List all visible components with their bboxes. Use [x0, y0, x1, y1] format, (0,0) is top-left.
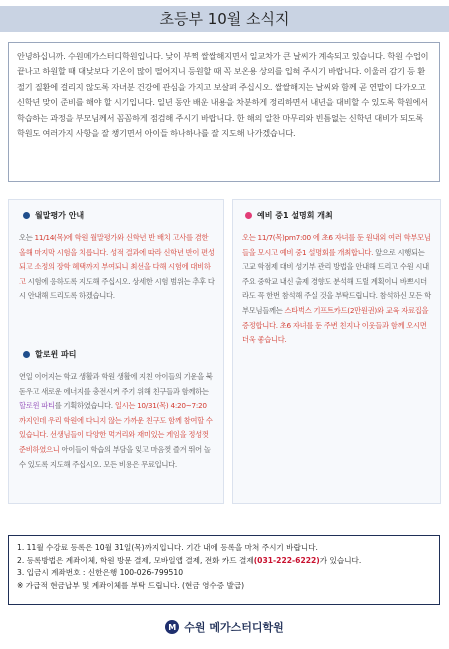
notice-phone: (031-222-6222) [253, 555, 320, 565]
halloween-text: 연일 이어지는 학교 생활과 학원 생활에 지친 아이들의 기운을 북돋우고 새로운 에너지를 충전시켜 주기 위해 친구들과 함께하는 [19, 372, 213, 396]
monthly-test-text: 시험에 응하도록 지도해 주십시오. 상세한 시험 범위는 추후 다시 안내해 드리도록 하겠습니다. [19, 276, 215, 301]
halloween-text: 를 기획하였습니다. [54, 401, 115, 411]
seminar-text: 앞으로 시행되는 고교 학점제 대비 성기부 관리 방법을 안내해 드리고 수원 시내 주요 중학교 내신 출제 경향도 분석해 드릴 계획이니 바쁘시더라도 꼭 한번 참석해 주실 것을 부탁드립니다. 참석하신 모든 학부모님들께는 [242, 247, 431, 315]
seminar-highlight: 초6 자녀를 둔 주변 친지나 이웃들과 함께 오시면 더욱 좋습니다. [242, 320, 427, 345]
intro-text: 안녕하십니까. 수원메가스터디학원입니다. 낮이 부쩍 쌀쌀해지면서 일교차가 큰 날씨가 계속되고 있습니다. 학원 수업이 끝나고 하원할 때 대낮보다 기온이 많이 떨어지니 등원할 때 꼭 보온용 상의를 입혀 주시기 바랍니다. 이울러 감기 등 환절기 질환에 걸리지 않도록 자녀분 건강에 관심을 가지고 보살펴 주십시오. 쌀쌀해지는 날씨와 함께 곧 연말이 다가오고 신학년 맞이 준비를 해야 할 시기입니다. 일년 동안 배운 내용을 차분하게 정리하면서 내년을 대비할 수 있도록 학원에서 학습하는 과정을 부모님께서 꼼꼼하게 점검해 주시기 바랍니다. 한 해의 알찬 마무리와 빈틈없는 신학년 대비가 되도록 학원도 여러가지 사항을 잘 챙기면서 아이들 하나하나를 잘 지도해 나가겠습니다. [17, 51, 429, 139]
seminar-gift: 스타벅스 기프트카드(2만원권)와 교육 자료집을 증정합니다. [242, 305, 429, 330]
left-panel [8, 199, 224, 504]
seminar-title: 예비 중1 설명회 개최 [257, 211, 333, 220]
intro-box [8, 42, 440, 182]
monthly-test-heading [23, 210, 84, 221]
bullet-icon [23, 212, 30, 219]
footer [0, 616, 449, 638]
seminar-heading [245, 210, 333, 221]
bullet-icon [23, 351, 30, 358]
notice-line-3: 3. 입금시 계좌번호 : 신한은행 100-026-799510 [17, 568, 184, 578]
bullet-icon [245, 212, 252, 219]
monthly-test-title: 월말평가 안내 [35, 211, 85, 220]
notice-line-4: ※ 가급적 현금납부 및 계좌이체를 부탁 드립니다. (현금 영수증 발급) [17, 580, 245, 590]
halloween-heading [23, 349, 76, 360]
halloween-text: 아이들이 학습의 부담을 잊고 마음껏 즐겨 뛰어 놀 수 있도록 지도해 주십시오. 모든 비용은 무료입니다. [19, 444, 211, 469]
seminar-body [242, 231, 433, 348]
halloween-party-name: 할로윈 파티 [19, 401, 55, 411]
newsletter-title: 초등부 10월 소식지 [0, 6, 449, 32]
halloween-highlight: 일시는 10/31(목) 4:20~7:20 까지인데 우리 학원에 다니지 않는 가까운 친구도 함께 참여할 수 있습니다. 선생님들이 다양한 먹거리와 재미있는 게임을 정성껏 준비하였으니 [19, 401, 213, 454]
right-panel [232, 199, 441, 504]
monthly-test-text: 오는 [19, 233, 35, 242]
monthly-test-highlight: 11/14(목)에 학원 월말평가와 신학년 반 배치 고사를 겸한 올해 마지막 시험을 치릅니다. 성적 결과에 따라 신학년 반이 편성되고 소정의 장학 혜택까지 부여되니 최선을 다해 시험에 대비하고 [19, 233, 215, 286]
monthly-test-body [19, 231, 215, 304]
halloween-body [19, 370, 215, 472]
halloween-title: 할로윈 파티 [35, 350, 77, 359]
notice-line-1: 1. 11월 수강료 등록은 10월 31일(목)까지입니다. 기간 내에 등록을 마쳐 주시기 바랍니다. [17, 543, 318, 552]
notice-box [8, 535, 440, 605]
notice-line-2 [17, 555, 431, 568]
academy-name: 수원 메가스터디학원 [184, 621, 284, 634]
academy-logo-icon: M [165, 620, 179, 634]
notice-payment-methods: 2. 등록방법은 계좌이체, 학원 방문 결제, 모바일앱 결제, 전화 카드 결제 [17, 555, 254, 565]
notice-line-2-end: 가 있습니다. [319, 555, 362, 565]
seminar-highlight: 오는 11/7(목)pm7:00 에 초6 자녀를 둔 원내외 여러 학부모님들을 모시고 예비 중1 설명회를 개최합니다. [242, 233, 431, 257]
